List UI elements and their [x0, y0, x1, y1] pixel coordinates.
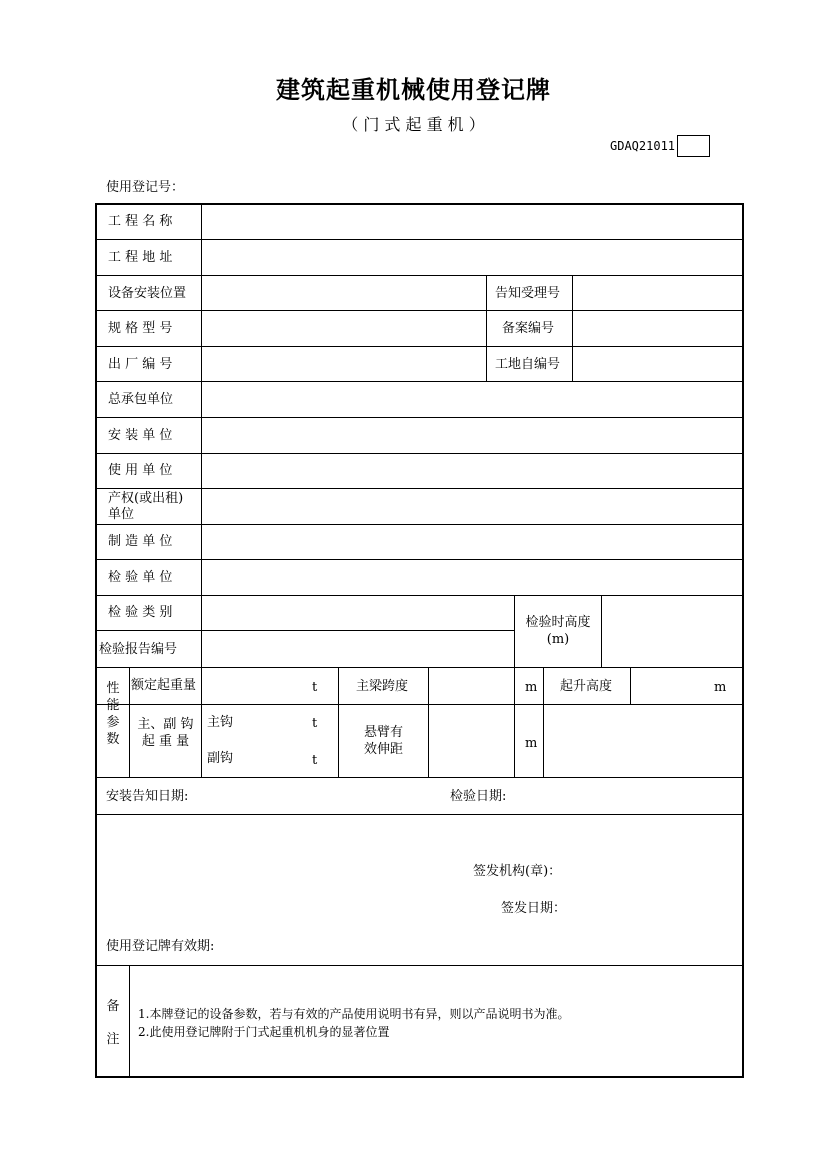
unit-aux-hook: t: [312, 753, 318, 768]
label-issuer: 签发机构(章)：: [473, 864, 562, 879]
registration-no-label: 使用登记号：: [106, 180, 185, 195]
label-inspection-type: 检 验 类 别: [108, 605, 173, 620]
label-cantilever-1: 悬臂有: [363, 725, 403, 740]
label-aux-hook: 副钩: [207, 751, 234, 766]
label-hook-load-2: 起 重 量: [141, 734, 190, 749]
label-hook-load-1: 主、副 钩: [137, 717, 194, 732]
label-params-1: 性: [106, 681, 120, 696]
label-params-3: 参: [106, 715, 120, 730]
form-code-box[interactable]: [677, 135, 710, 157]
form-table: [95, 203, 744, 1078]
label-factory-no: 出 厂 编 号: [108, 357, 173, 372]
label-inspection-report-no: 检验报告编号: [99, 642, 178, 657]
label-manufacturer: 制 造 单 位: [108, 534, 173, 549]
label-spec-model: 规 格 型 号: [108, 321, 173, 336]
label-issue-date: 签发日期：: [501, 901, 567, 916]
label-install-notice-date: 安装告知日期:: [106, 789, 189, 804]
label-owner-unit-2: 单位: [108, 507, 135, 522]
label-cantilever-2: 效伸距: [363, 742, 403, 757]
label-params-2: 能: [106, 698, 120, 713]
unit-rated-load: t: [312, 680, 318, 695]
label-install-unit: 安 装 单 位: [108, 428, 173, 443]
label-inspection-height-1: 检验时高度: [525, 615, 591, 630]
unit-cantilever: m: [525, 736, 538, 751]
form-code: GDAQ21011: [610, 139, 676, 153]
unit-main-span: m: [525, 680, 538, 695]
label-project-name: 工 程 名 称: [108, 214, 173, 229]
label-owner-unit-1: 产权(或出租): [108, 491, 184, 506]
label-general-contractor: 总承包单位: [108, 392, 174, 407]
label-inspection-unit: 检 验 单 位: [108, 570, 173, 585]
label-user-unit: 使 用 单 位: [108, 463, 173, 478]
label-lift-height: 起升高度: [560, 679, 613, 694]
label-rated-load: 额定起重量: [131, 678, 197, 693]
remark-note-1: 1.本牌登记的设备参数，若与有效的产品使用说明书有异，则以产品说明书为准。: [138, 1007, 570, 1021]
unit-lift-height: m: [714, 680, 727, 695]
label-remarks-1: 备: [106, 999, 120, 1014]
label-install-location: 设备安装位置: [108, 286, 187, 301]
label-inspection-date: 检验日期:: [450, 789, 507, 804]
label-project-address: 工 程 地 址: [108, 250, 173, 265]
page-title: 建筑起重机械使用登记牌: [276, 76, 551, 104]
label-params-4: 数: [106, 732, 120, 747]
page-subtitle: （ 门 式 起 重 机 ）: [342, 115, 485, 134]
label-notice-no: 告知受理号: [495, 286, 561, 301]
label-validity: 使用登记牌有效期:: [106, 939, 215, 954]
label-record-no: 备案编号: [502, 321, 555, 336]
unit-main-hook: t: [312, 716, 318, 731]
label-site-no: 工地自编号: [495, 357, 561, 372]
remark-note-2: 2.此使用登记牌附于门式起重机机身的显著位置: [138, 1025, 390, 1039]
label-main-hook: 主钩: [207, 715, 234, 730]
label-main-span: 主梁跨度: [356, 679, 409, 694]
label-remarks-2: 注: [106, 1032, 120, 1047]
label-inspection-height-2: (m): [546, 632, 570, 647]
